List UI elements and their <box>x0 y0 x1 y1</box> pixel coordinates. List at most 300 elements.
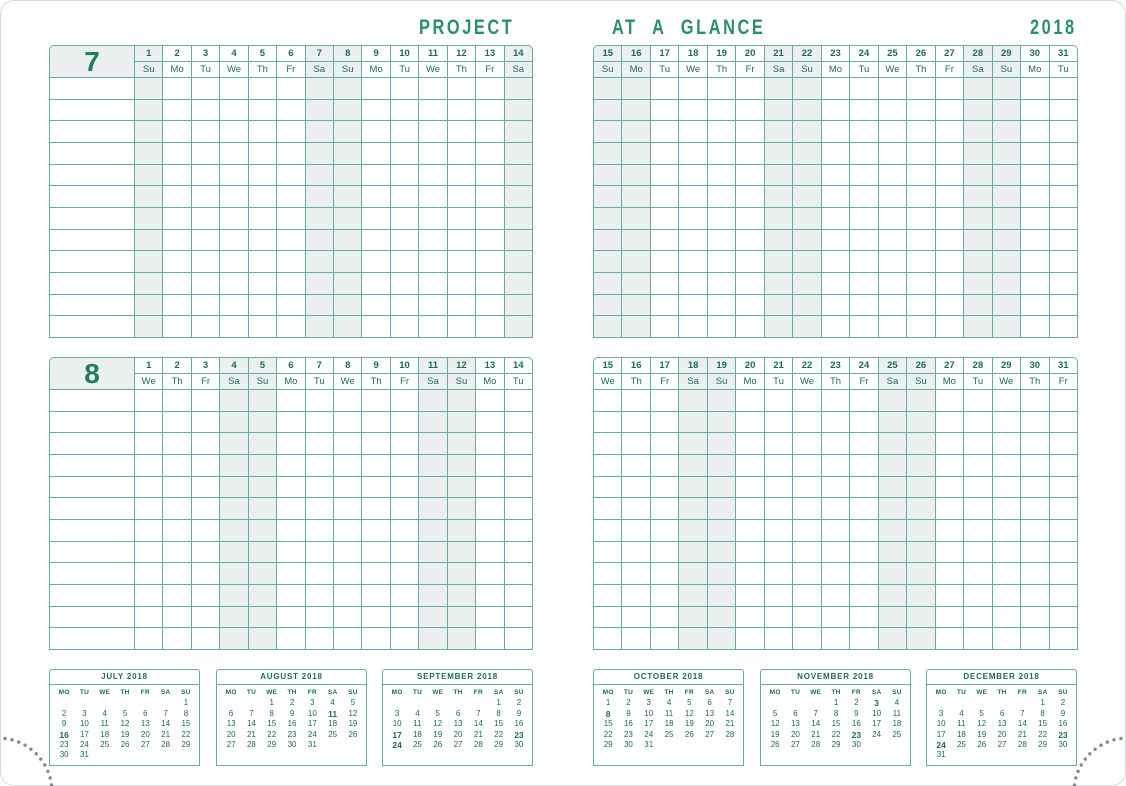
day-cell <box>220 585 247 606</box>
day-cell <box>879 585 906 606</box>
mini-day-holiday: 17 <box>392 729 402 740</box>
mini-day: 13 <box>705 708 715 718</box>
day-cell <box>850 186 877 207</box>
day-cell <box>993 542 1020 563</box>
day-cell <box>793 585 820 606</box>
task-label-cell <box>50 186 134 207</box>
day-cell <box>419 477 446 498</box>
mini-week-row <box>765 698 907 708</box>
day-cell <box>334 143 361 164</box>
mini-day: 19 <box>348 719 358 729</box>
day-cell <box>277 186 304 207</box>
mini-day: 1 <box>605 698 611 708</box>
day-cell <box>651 390 678 411</box>
day-cell <box>419 143 446 164</box>
mini-day: 22 <box>603 729 613 739</box>
day-cell <box>708 433 735 454</box>
day-cell <box>822 563 849 584</box>
day-cell <box>192 295 219 316</box>
mini-day: 24 <box>307 729 317 739</box>
day-cell <box>1050 273 1077 294</box>
day-cell <box>135 121 162 142</box>
day-cell <box>822 477 849 498</box>
day-cell <box>135 563 162 584</box>
day-number: 26 <box>907 46 934 61</box>
day-cell <box>708 455 735 476</box>
day-cell <box>907 498 934 519</box>
mini-day: 29 <box>181 739 191 749</box>
mini-day: 3 <box>310 698 315 708</box>
day-cell <box>993 412 1020 433</box>
day-cell <box>907 186 934 207</box>
day-cell <box>220 498 247 519</box>
day-cell <box>793 121 820 142</box>
mini-calendar-december <box>926 669 1077 766</box>
day-cell <box>192 607 219 628</box>
day-cell <box>362 100 389 121</box>
day-cell <box>651 412 678 433</box>
day-number: 9 <box>362 358 389 373</box>
day-cell <box>476 542 503 563</box>
day-name: Tu <box>964 374 991 389</box>
day-cell <box>306 390 333 411</box>
day-cell <box>907 455 934 476</box>
day-cell <box>679 477 706 498</box>
day-cell <box>192 542 219 563</box>
mini-day: 22 <box>831 729 841 739</box>
day-cell <box>964 520 991 541</box>
day-name: Mo <box>622 62 649 77</box>
day-cell <box>793 165 820 186</box>
day-cell <box>793 230 820 251</box>
day-cell <box>334 628 361 649</box>
mini-day <box>1012 750 1032 760</box>
day-cell <box>362 316 389 337</box>
day-cell <box>306 100 333 121</box>
day-cell <box>306 412 333 433</box>
day-cell <box>163 186 190 207</box>
mini-day: 19 <box>770 729 780 739</box>
title-year: 2018 <box>1030 16 1077 39</box>
day-cell <box>765 520 792 541</box>
day-cell <box>220 165 247 186</box>
day-cell <box>1021 186 1048 207</box>
day-cell <box>419 121 446 142</box>
day-cell <box>793 542 820 563</box>
mini-day: 2 <box>61 708 67 718</box>
day-cell <box>907 390 934 411</box>
day-name: Tu <box>505 374 532 389</box>
day-cell <box>765 295 792 316</box>
day-cell <box>220 100 247 121</box>
day-cell <box>306 455 333 476</box>
mini-weekday: FR <box>851 689 861 696</box>
mini-calendar-grid <box>54 688 196 761</box>
day-cell <box>277 563 304 584</box>
day-number: 25 <box>879 46 906 61</box>
mini-day: 23 <box>287 729 297 739</box>
day-cell <box>736 186 763 207</box>
mini-day: 25 <box>956 739 966 749</box>
day-cell <box>850 165 877 186</box>
day-cell <box>362 186 389 207</box>
mini-day: 3 <box>82 708 87 718</box>
day-cell <box>907 230 934 251</box>
mini-day: 29 <box>603 739 613 749</box>
task-label-cell <box>50 165 134 186</box>
day-cell <box>391 542 418 563</box>
day-number: 6 <box>277 358 304 373</box>
day-cell <box>192 273 219 294</box>
day-cell <box>907 607 934 628</box>
day-cell <box>419 412 446 433</box>
day-cell <box>362 251 389 272</box>
day-cell <box>651 316 678 337</box>
day-cell <box>220 230 247 251</box>
day-number: 24 <box>850 358 877 373</box>
mini-calendar-grid <box>387 688 529 750</box>
day-cell <box>306 498 333 519</box>
mini-day: 19 <box>433 729 443 739</box>
day-cell <box>1021 100 1048 121</box>
mini-week-row <box>931 698 1073 708</box>
mini-day <box>972 750 992 760</box>
day-cell <box>679 165 706 186</box>
day-cell <box>793 520 820 541</box>
day-cell <box>622 78 649 99</box>
day-cell <box>249 100 276 121</box>
day-cell <box>505 585 532 606</box>
day-name: We <box>220 62 247 77</box>
day-cell <box>964 295 991 316</box>
day-cell <box>879 78 906 99</box>
day-cell <box>334 390 361 411</box>
day-cell <box>476 585 503 606</box>
mini-weekday: FR <box>307 689 317 696</box>
day-cell <box>448 143 475 164</box>
day-cell <box>1050 542 1077 563</box>
day-number: 24 <box>850 46 877 61</box>
day-cell <box>708 143 735 164</box>
day-cell <box>822 390 849 411</box>
mini-weekday: WE <box>432 689 444 696</box>
mini-day: 28 <box>246 739 256 749</box>
mini-day: 21 <box>246 729 256 739</box>
mini-day <box>972 698 992 708</box>
day-cell <box>594 208 621 229</box>
day-cell <box>993 498 1020 519</box>
day-cell <box>391 412 418 433</box>
mini-day <box>468 698 488 708</box>
mini-weekday: WE <box>810 689 822 696</box>
day-cell <box>362 477 389 498</box>
day-cell <box>651 78 678 99</box>
day-cell <box>448 78 475 99</box>
mini-day: 5 <box>122 708 128 718</box>
day-cell <box>220 563 247 584</box>
day-cell <box>505 455 532 476</box>
task-label-cell <box>50 563 134 584</box>
day-name: We <box>334 374 361 389</box>
day-cell <box>163 520 190 541</box>
day-cell <box>391 100 418 121</box>
day-cell <box>822 585 849 606</box>
day-cell <box>334 251 361 272</box>
day-cell <box>391 165 418 186</box>
mini-day: 28 <box>811 739 821 749</box>
day-cell <box>362 295 389 316</box>
day-cell <box>192 628 219 649</box>
day-cell <box>448 607 475 628</box>
day-cell <box>419 607 446 628</box>
day-cell <box>163 477 190 498</box>
mini-day: 27 <box>453 739 463 749</box>
mini-day <box>221 698 241 708</box>
day-cell <box>879 433 906 454</box>
day-cell <box>334 455 361 476</box>
day-cell <box>708 273 735 294</box>
day-cell <box>708 477 735 498</box>
day-cell <box>622 455 649 476</box>
mini-day: 21 <box>811 729 821 739</box>
day-cell <box>736 121 763 142</box>
day-cell <box>850 230 877 251</box>
day-cell <box>822 455 849 476</box>
day-cell <box>993 433 1020 454</box>
day-cell <box>135 208 162 229</box>
day-cell <box>822 433 849 454</box>
day-cell <box>765 585 792 606</box>
day-cell <box>765 628 792 649</box>
day-cell <box>679 78 706 99</box>
mini-day: 14 <box>246 719 256 729</box>
mini-day: 22 <box>494 729 504 739</box>
day-cell <box>220 455 247 476</box>
day-cell <box>936 542 963 563</box>
day-cell <box>419 433 446 454</box>
day-cell <box>163 121 190 142</box>
day-cell <box>622 251 649 272</box>
day-cell <box>192 477 219 498</box>
day-number: 10 <box>391 358 418 373</box>
day-cell <box>964 498 991 519</box>
day-cell <box>594 520 621 541</box>
mini-week-row <box>54 719 196 729</box>
mini-day: 25 <box>664 729 674 739</box>
day-cell <box>476 186 503 207</box>
day-cell <box>679 316 706 337</box>
mini-day <box>720 740 740 750</box>
day-cell <box>936 251 963 272</box>
day-cell <box>277 520 304 541</box>
mini-day: 13 <box>140 719 150 729</box>
day-cell <box>192 208 219 229</box>
mini-day: 27 <box>790 739 800 749</box>
day-name: We <box>594 374 621 389</box>
mini-day <box>992 750 1012 760</box>
day-cell <box>736 316 763 337</box>
day-cell <box>220 433 247 454</box>
day-cell <box>993 585 1020 606</box>
day-cell <box>879 273 906 294</box>
day-cell <box>249 520 276 541</box>
mini-day <box>785 698 805 708</box>
day-cell <box>220 208 247 229</box>
day-cell <box>936 316 963 337</box>
mini-day: 27 <box>140 739 150 749</box>
mini-weekday: SU <box>725 689 735 696</box>
day-number: 11 <box>419 46 446 61</box>
day-cell <box>993 251 1020 272</box>
day-cell <box>362 121 389 142</box>
day-cell <box>708 78 735 99</box>
day-cell <box>1050 316 1077 337</box>
day-cell <box>249 251 276 272</box>
mini-weekday: SA <box>327 689 338 696</box>
mini-day <box>1053 750 1073 760</box>
day-cell <box>135 628 162 649</box>
day-cell <box>391 186 418 207</box>
mini-day: 8 <box>269 708 274 718</box>
day-cell <box>822 208 849 229</box>
day-cell <box>448 100 475 121</box>
day-cell <box>391 477 418 498</box>
day-cell <box>708 230 735 251</box>
day-cell <box>993 563 1020 584</box>
day-cell <box>907 585 934 606</box>
day-cell <box>822 628 849 649</box>
day-cell <box>879 477 906 498</box>
day-cell <box>362 433 389 454</box>
mini-day: 10 <box>936 719 946 729</box>
day-cell <box>594 433 621 454</box>
mini-week-row <box>765 719 907 729</box>
task-label-cell <box>50 251 134 272</box>
day-cell <box>249 121 276 142</box>
mini-week-row <box>387 740 529 750</box>
day-cell <box>822 316 849 337</box>
mini-day: 10 <box>392 719 402 729</box>
day-name: Th <box>907 62 934 77</box>
day-cell <box>679 295 706 316</box>
day-cell <box>391 295 418 316</box>
day-cell <box>476 563 503 584</box>
day-cell <box>334 498 361 519</box>
mini-day-holiday: 24 <box>936 739 946 750</box>
mini-day: 8 <box>833 708 839 718</box>
mini-day: 26 <box>684 729 694 739</box>
day-cell <box>135 78 162 99</box>
day-cell <box>505 186 532 207</box>
mini-day: 9 <box>1060 708 1066 718</box>
day-cell <box>651 295 678 316</box>
day-cell <box>850 542 877 563</box>
task-label-cell <box>50 585 134 606</box>
day-cell <box>622 143 649 164</box>
mini-week-row <box>598 698 740 708</box>
mini-day: 18 <box>664 719 674 729</box>
task-label-cell <box>50 520 134 541</box>
day-cell <box>1021 455 1048 476</box>
mini-day: 19 <box>977 729 987 739</box>
mini-day: 16 <box>623 719 633 729</box>
day-cell <box>708 251 735 272</box>
day-name: Mo <box>476 374 503 389</box>
day-cell <box>505 433 532 454</box>
day-cell <box>419 78 446 99</box>
day-cell <box>192 412 219 433</box>
mini-weekday: TH <box>287 689 297 696</box>
day-cell <box>249 316 276 337</box>
day-cell <box>765 208 792 229</box>
day-cell <box>708 186 735 207</box>
mini-weekday: TU <box>956 689 967 696</box>
day-cell <box>192 78 219 99</box>
day-number: 17 <box>651 358 678 373</box>
day-cell <box>505 100 532 121</box>
day-cell <box>594 78 621 99</box>
day-cell <box>135 186 162 207</box>
mini-day: 19 <box>120 729 130 739</box>
day-cell <box>622 390 649 411</box>
day-cell <box>505 143 532 164</box>
day-cell <box>850 628 877 649</box>
day-cell <box>679 563 706 584</box>
day-number: 21 <box>765 46 792 61</box>
mini-day: 5 <box>687 698 692 708</box>
mini-day <box>951 750 971 760</box>
day-cell <box>622 165 649 186</box>
day-name: Su <box>448 374 475 389</box>
mini-day: 7 <box>249 708 254 718</box>
mini-day: 30 <box>1058 739 1068 749</box>
day-cell <box>163 498 190 519</box>
day-number: 12 <box>448 358 475 373</box>
day-cell <box>306 542 333 563</box>
day-cell <box>1021 433 1048 454</box>
day-number: 5 <box>249 46 276 61</box>
day-cell <box>594 455 621 476</box>
day-cell <box>135 412 162 433</box>
schedule-grid-august-first-half <box>49 357 533 650</box>
day-number: 29 <box>993 46 1020 61</box>
mini-day <box>155 698 175 708</box>
mini-day: 14 <box>1017 719 1027 729</box>
day-name: Mo <box>1021 62 1048 77</box>
mini-day <box>95 750 115 760</box>
day-cell <box>765 390 792 411</box>
day-cell <box>879 100 906 121</box>
day-cell <box>277 390 304 411</box>
day-cell <box>622 520 649 541</box>
day-cell <box>708 165 735 186</box>
mini-day-holiday: 16 <box>59 729 69 740</box>
day-cell <box>476 607 503 628</box>
mini-day: 11 <box>957 719 966 729</box>
mini-day: 31 <box>79 750 89 760</box>
day-cell <box>736 295 763 316</box>
mini-day: 2 <box>854 698 859 708</box>
day-cell <box>306 186 333 207</box>
task-label-cell <box>50 477 134 498</box>
mini-day-holiday: 11 <box>328 708 338 719</box>
mini-day: 18 <box>956 729 966 739</box>
mini-calendar-title: JULY 2018 <box>50 670 199 685</box>
day-cell <box>249 585 276 606</box>
day-cell <box>1021 78 1048 99</box>
day-name: Tu <box>192 62 219 77</box>
mini-day: 13 <box>790 719 800 729</box>
